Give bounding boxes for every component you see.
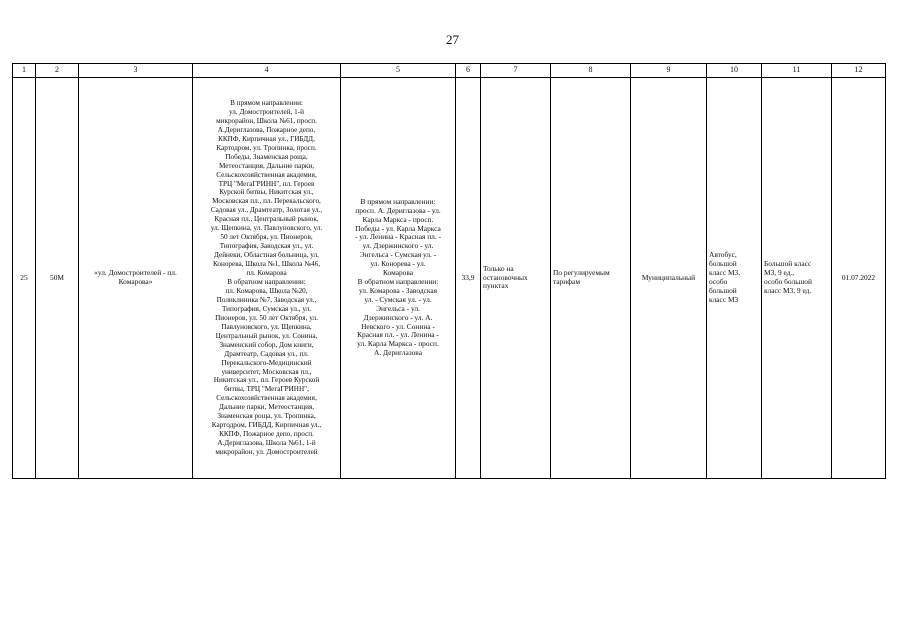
route-registry-table (12, 63, 886, 479)
route-name: «ул. Домостроителей - пл. Комарова» (94, 268, 177, 286)
route-name-cell (79, 78, 193, 479)
carrier-type: Муниципальный (631, 78, 707, 479)
vehicle-count: Большой класс М3, 9 ед., особо большой класс М3, 9 ед. (764, 259, 812, 295)
tariff-cell (551, 78, 631, 479)
start-date: 01.07.2022 (832, 78, 886, 479)
column-number-8: 8 (551, 64, 631, 78)
column-number-row (13, 64, 886, 78)
vehicle-count-cell (762, 78, 832, 479)
column-number-5: 5 (341, 64, 456, 78)
vehicle-type-cell (707, 78, 762, 479)
vehicle-type: Автобус, большой класс М3, особо большой класс М3 (709, 250, 741, 304)
column-number-10: 10 (707, 64, 762, 78)
route-registry-number: 25 (13, 78, 36, 479)
route-streets-cell (341, 78, 456, 479)
stop-mode: Только на остановочных пунктах (483, 263, 528, 291)
column-number-1: 1 (13, 64, 36, 78)
column-number-11: 11 (762, 64, 832, 78)
column-number-7: 7 (481, 64, 551, 78)
route-streets-list: В прямом направлении: просп. А. Дериглазова - ул. Карла Маркса - просп. Победы - ул. Карла Маркса - ул. Ленина - Красная пл. - ул. Дзержинского - ул. Энгельса - Сумская ул. - ул. Конорева - ул. Комарова В обратном направлении: ул. Комарова - Заводская ул. - Сумская ул. - ул. Энгельса - ул. Дзержинского - ул. А. Невского - ул. Сонина - Красная пл. - ул. Ленина - ул. Карла Маркса - просп. А. Дериглазова (354, 196, 442, 358)
route-length: 33,9 (456, 78, 481, 479)
column-number-12: 12 (832, 64, 886, 78)
route-stops-cell (193, 78, 341, 479)
column-number-6: 6 (456, 64, 481, 78)
column-number-3: 3 (79, 64, 193, 78)
route-number: 50М (36, 78, 79, 479)
route-stops-list: В прямом направлении: ул. Домостроителей, 1-й микрорайон, Школа №61, просп. А.Дериглазова, Пожарное депо, ККПФ, Кирпичная ул., ГИБДД, Картодром, ул. Тропинка, просп. Победы, Знаменская роща, Метеостанция, Дальние парки, Сельскохозяйственная академия, ТРЦ "МегаГРИНН", пл. Героев Курской битвы, Никитская ул., Московская пл., пл. Перекальского, Садовая ул., Драмтеатр, Золотая ул., Красная пл., Центральный рынок, ул. Щепкина, ул. Павлуновского, ул. 50 лет Октября, ул. Пионеров, Типография, Заводская ул., ул. Дейнеки, Областная больница, ул. Конорева, Школа №1, Школа №46, пл. Комарова В обратном направлении: пл. Комарова, Школа №20, Поликлиника №7, Заводская ул., Типография, Сумская ул., ул. Пионеров, ул. 50 лет Октября, ул. Павлуновского, ул. Щепкина, Центральный рынок, ул. Сонина, Знаменский собор, Дом книги, Драмтеатр, Садовая ул., пл. Перекальского-Медицинский университет, Московская пл., Никитская ул., пл. Героев Курской битвы, ТРЦ "МегаГРИНН", Сельскохозяйственная академия, Дальние парки, Метеостанция, Знаменская роща, ул. Тропинка, Картодром, ГИБДД, Кирпичная ул., ККПФ, Пожарное депо, просп. А.Дериглазова, Школа №61, 1-й микрорайон, ул. Домостроителей (210, 98, 323, 457)
column-number-2: 2 (36, 64, 79, 78)
tariff-type: По регулируемым тарифам (553, 268, 610, 286)
column-number-4: 4 (193, 64, 341, 78)
page-number: 27 (446, 32, 459, 47)
stop-mode-cell (481, 78, 551, 479)
column-number-9: 9 (631, 64, 707, 78)
table-row (13, 78, 886, 479)
